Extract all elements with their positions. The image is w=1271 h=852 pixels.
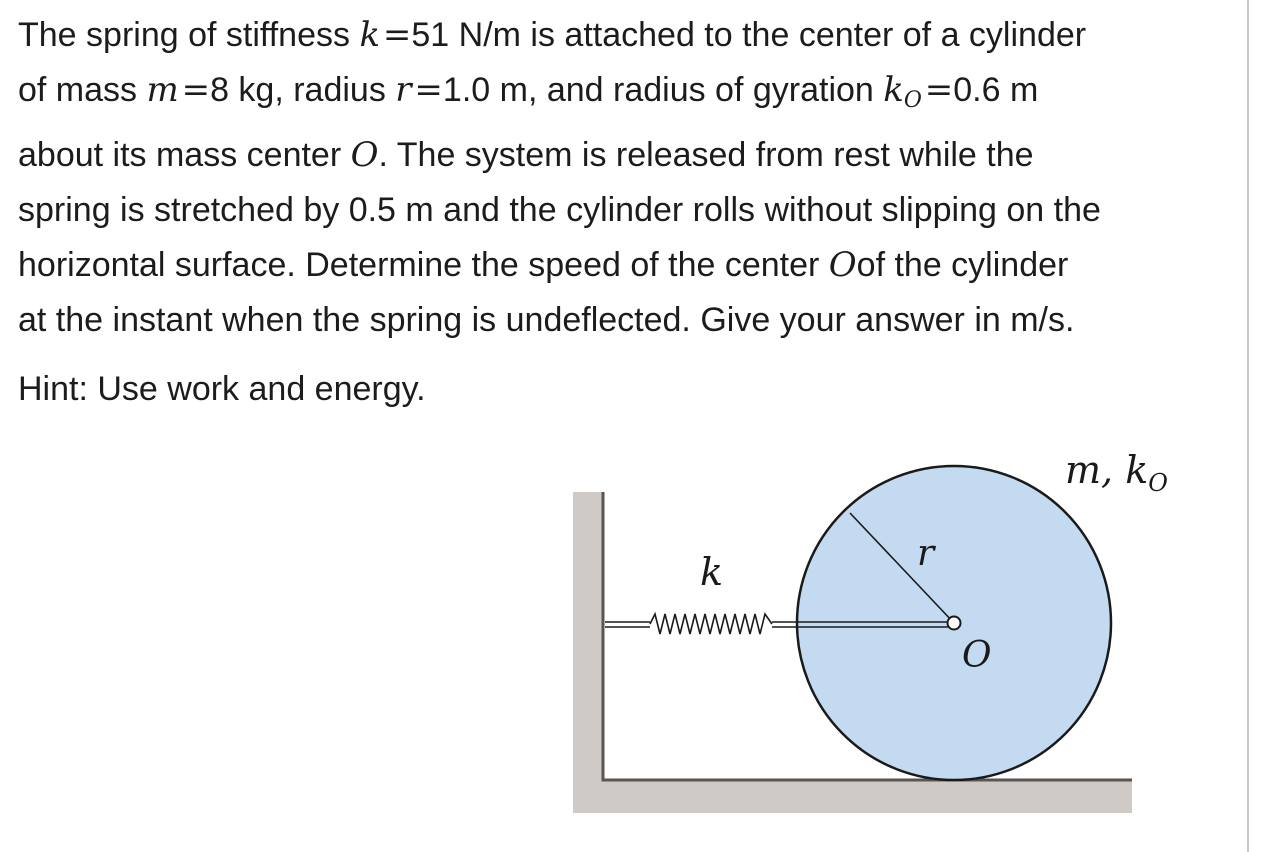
problem-text-7: of the cylinder	[856, 246, 1069, 284]
problem-statement	[18, 8, 1233, 348]
equals-sign: =	[414, 70, 443, 110]
center-symbol: O	[828, 245, 857, 285]
center-symbol: O	[350, 135, 379, 175]
equals-sign: =	[382, 15, 412, 55]
stiffness-value: 51 N/m is attached to the center of a cylinder	[411, 16, 1087, 54]
problem-text-2: of mass	[18, 71, 147, 109]
mass-gyration-subscript: O	[1148, 469, 1168, 497]
mass-gyration-label	[1065, 448, 1168, 497]
problem-text-5: spring is stretched by 0.5 m and the cylinder rolls without slipping on the	[18, 191, 1101, 229]
stiffness-symbol: k	[359, 15, 381, 55]
equals-sign: =	[181, 70, 211, 110]
mass-value: 8 kg, radius	[210, 71, 396, 109]
radius-symbol: r	[395, 70, 412, 110]
problem-text-4: . The system is released from rest while the	[378, 136, 1034, 174]
radius-value: 1.0 m, and radius of gyration	[442, 71, 884, 109]
spring-coil	[650, 614, 772, 634]
problem-text-8: at the instant when the spring is undeflected. Give your answer in m/s.	[18, 301, 1075, 339]
gyration-value: 0.6 m	[953, 71, 1039, 109]
gyration-subscript: O	[903, 88, 922, 113]
problem-text-3: about its mass center	[18, 136, 351, 174]
hint-text: Hint: Use work and energy.	[18, 370, 426, 408]
problem-text-1: The spring of stiffness	[18, 16, 360, 54]
spring-k-label: k	[700, 550, 724, 594]
problem-text-6: horizontal surface. Determine the speed of the center	[18, 246, 829, 284]
right-border-line	[1247, 0, 1249, 852]
figure-svg	[560, 440, 1200, 830]
mass-symbol: m	[146, 70, 179, 110]
center-o-label: O	[962, 635, 992, 676]
radius-r-label: r	[917, 533, 935, 574]
cylinder-spring-figure	[560, 440, 1200, 830]
mass-gyration-main: m, k	[1065, 448, 1149, 492]
equals-sign: =	[924, 70, 954, 110]
gyration-symbol: k	[883, 70, 904, 110]
center-pin	[948, 617, 961, 630]
